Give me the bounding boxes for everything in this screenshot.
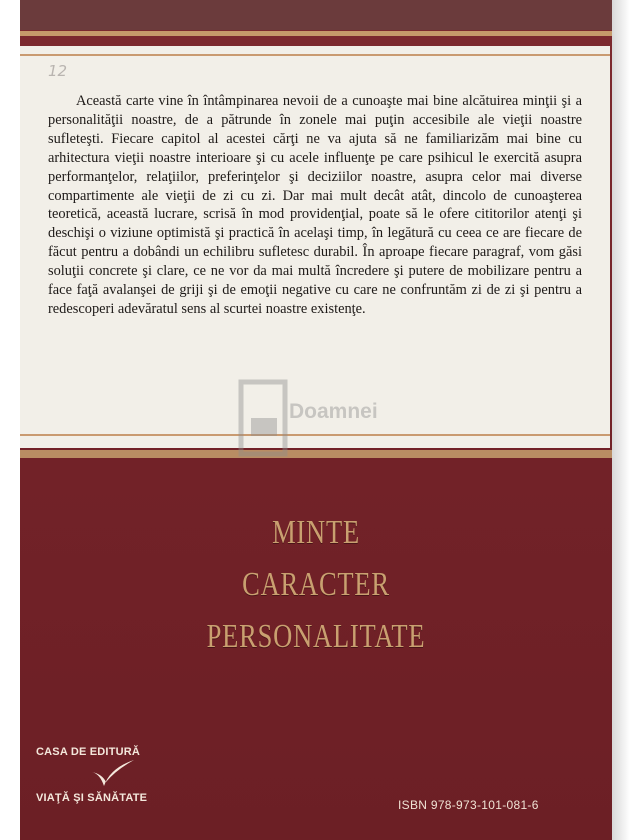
watermark-text: Doamnei (289, 400, 378, 423)
top-band (20, 0, 612, 30)
checkmark-swoosh-icon (88, 758, 138, 788)
panel-top-line (20, 54, 610, 56)
title-line-2: CARACTER (242, 566, 390, 603)
book-title (20, 510, 612, 660)
publisher-line-1: CASA DE EDITURĂ (36, 746, 141, 758)
gold-divider-bottom (20, 450, 612, 458)
blurb-paragraph: Această carte vine în întâmpinarea nevoii de a cunoaşte mai bine alcătuirea minţii şi a personalităţii noastre, de a pătrunde în zonele mai puţin accesibile ale vieţii noastre sufleteşti. Fiecare capitol al acestei cărţi ne va ajuta să ne familiarizăm mai bine cu arhitectura vieţii noastre interioare şi cu acele influenţe pe care psihicul le exercită asupra performanţelor, relaţiilor, preferinţelor şi deciziilor noastre, asupra celor mai diverse compartimente ale vieţii de zi cu zi. Dar mai mult decât atât, dincolo de cunoaşterea teoretică, această lucrare, scrisă în mod providenţial, poate să le ofere cititorilor atenţi şi deschişi o viziune optimistă şi practică în acelaşi timp, în legătură cu ceea ce are fiecare de făcut pentru a dobândi un echilibru sufletesc durabil. În aproape fiecare paragraf, vom găsi soluţii concrete şi clare, ce ne vor da mai multă încredere şi putere de mobilizare pentru a face faţă avalanşei de griji şi de emoţii negative cu care ne confruntăm zi de zi şi pentru a redescoperi adevăratul sens al scurtei noastre existenţe. (48, 93, 582, 317)
title-line-3: PERSONALITATE (206, 618, 426, 655)
gold-divider-top (20, 31, 612, 36)
title-line-1: MINTE (272, 514, 360, 551)
isbn-number: ISBN 978-973-101-081-6 (398, 798, 539, 812)
pencil-note: 12 (48, 62, 68, 80)
publisher-logo (36, 740, 196, 810)
panel-bottom-line (20, 434, 610, 436)
blurb-panel (20, 46, 610, 448)
publisher-line-2: VIAŢĂ ŞI SĂNĂTATE (36, 792, 148, 804)
page-edge-shadow (612, 0, 630, 840)
blurb-text (48, 92, 582, 319)
